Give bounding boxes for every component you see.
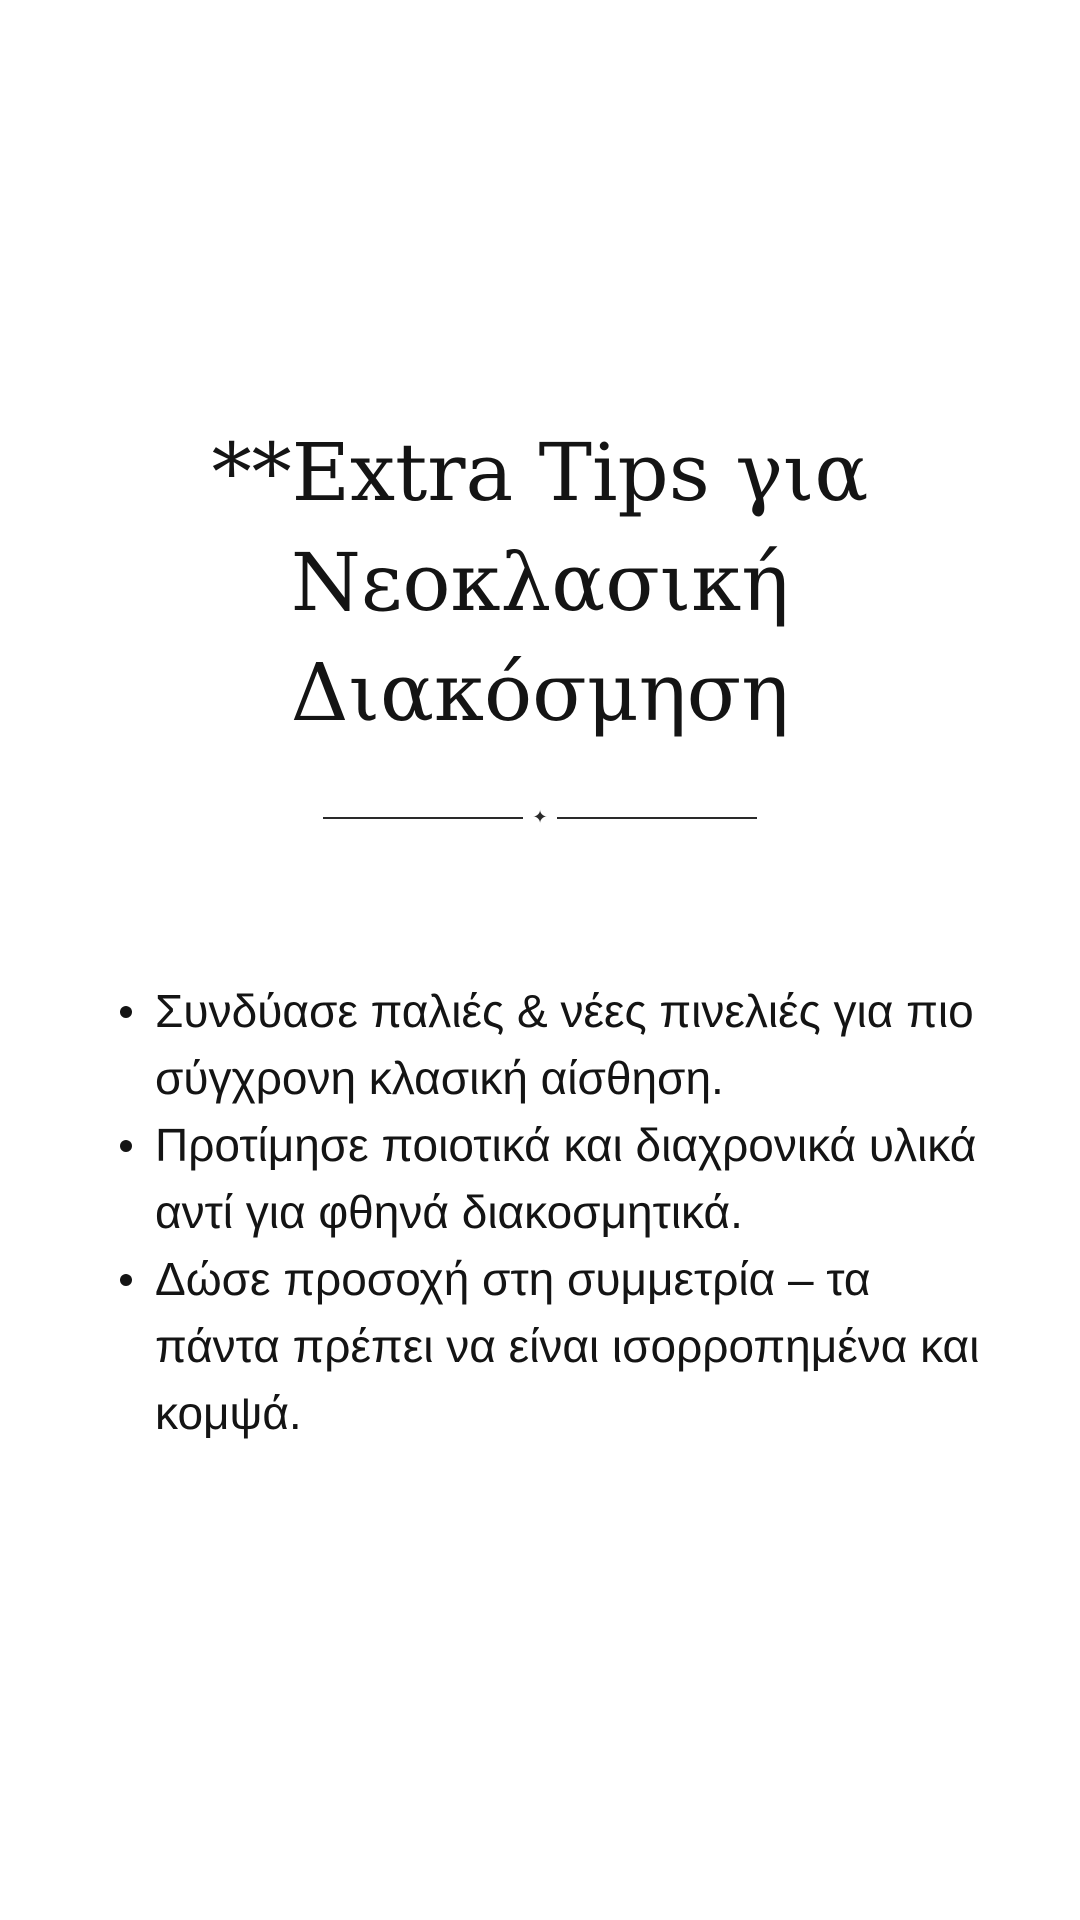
ornamental-divider bbox=[323, 808, 757, 828]
bullet-dot-icon bbox=[120, 1140, 132, 1152]
tip-text: Προτίμησε ποιοτικά και διαχρονικά υλικά αντί για φθηνά διακοσμητικά. bbox=[155, 1119, 977, 1238]
tip-item bbox=[155, 1246, 985, 1447]
tip-item bbox=[155, 978, 985, 1112]
tips-list bbox=[155, 978, 985, 1447]
tip-item bbox=[155, 1112, 985, 1246]
divider-line-left bbox=[323, 817, 523, 819]
tip-text: Συνδύασε παλιές & νέες πινελιές για πιο σύγχρονη κλασική αίσθηση. bbox=[155, 985, 974, 1104]
bullet-dot-icon bbox=[120, 1006, 132, 1018]
bullet-dot-icon bbox=[120, 1274, 132, 1286]
page-title: **Extra Tips για Νεοκλασική Διακόσμηση bbox=[211, 426, 869, 739]
sparkle-icon: ✦ bbox=[532, 807, 548, 828]
tip-text: Δώσε προσοχή στη συμμετρία – τα πάντα πρέπει να είναι ισορροπημένα και κομψά. bbox=[155, 1253, 980, 1439]
divider-line-right bbox=[557, 817, 757, 819]
